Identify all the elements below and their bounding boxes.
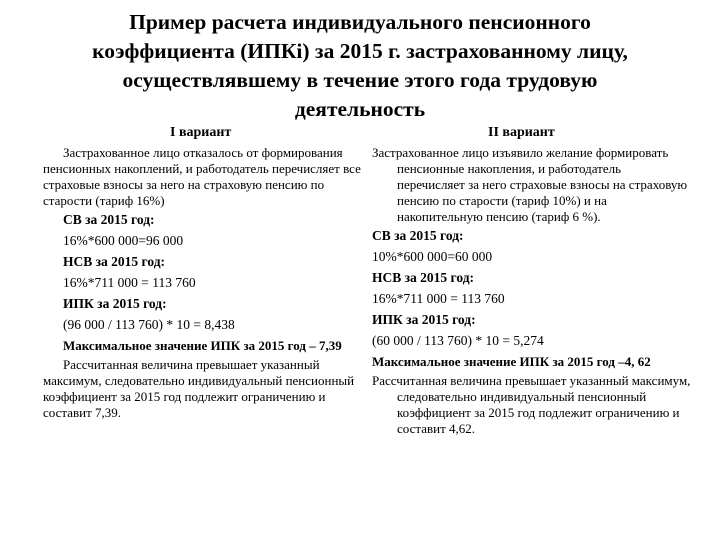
variant-2-nsv-label: НСВ за 2015 год: xyxy=(372,270,475,285)
variant-1-intro: Застрахованное лицо отказалось от формирования пенсионных накоплений, и работодатель перечисляет все страховые взносы за него на страховую пенсию по старости (тариф 16%) xyxy=(43,145,361,208)
variant-1-nsv-label: НСВ за 2015 год: xyxy=(63,254,166,269)
variant-2-heading: II вариант xyxy=(488,125,555,140)
variant-2-nsv-calc: 16%*711 000 = 113 760 xyxy=(372,291,505,306)
variant-1-heading: I вариант xyxy=(170,125,232,140)
title-line: осуществлявшему в течение этого года трудовую xyxy=(122,68,598,92)
variant-1-ipk-calc: (96 000 / 113 760) * 10 = 8,438 xyxy=(63,317,235,332)
variant-2-ipk-calc: (60 000 / 113 760) * 10 = 5,274 xyxy=(372,333,544,348)
variant-1-sv-calc: 16%*600 000=96 000 xyxy=(63,233,184,248)
variant-2-ipk-label: ИПК за 2015 год: xyxy=(372,312,476,327)
title-line: коэффициента (ИПКi) за 2015 г. застрахованному лицу, xyxy=(92,39,628,63)
variant-2-conclusion: Рассчитанная величина превышает указанный максимум, следовательно индивидуальный пенсионный коэффициент за 2015 год подлежит ограничению и составит 4,62. xyxy=(372,373,691,436)
variant-1-sv-label: СВ за 2015 год: xyxy=(63,212,155,227)
variant-1-nsv-calc: 16%*711 000 = 113 760 xyxy=(63,275,196,290)
variant-2-column xyxy=(372,124,692,440)
variant-1-ipk-label: ИПК за 2015 год: xyxy=(63,296,167,311)
title-line: Пример расчета индивидуального пенсионного xyxy=(129,10,591,34)
variant-1-max-label: Максимальное значение ИПК за 2015 год – 7,39 xyxy=(63,338,342,353)
variant-2-sv-label: СВ за 2015 год: xyxy=(372,228,464,243)
variant-2-max-label: Максимальное значение ИПК за 2015 год –4, 62 xyxy=(372,354,651,369)
variant-1-conclusion: Рассчитанная величина превышает указанный максимум, следовательно индивидуальный пенсионный коэффициент за 2015 год подлежит ограничению и составит 7,39. xyxy=(43,357,355,420)
variant-1-column xyxy=(43,124,363,424)
page-title xyxy=(60,8,660,124)
title-line: деятельность xyxy=(294,97,426,121)
variant-2-sv-calc: 10%*600 000=60 000 xyxy=(372,249,493,264)
variant-2-intro: Застрахованное лицо изъявило желание формировать пенсионные накопления, и работодатель перечисляет за него страховые взносы на страховую пенсию по старости (тариф 10%) и на накопительную пенсию (тариф 6 %). xyxy=(372,145,688,224)
